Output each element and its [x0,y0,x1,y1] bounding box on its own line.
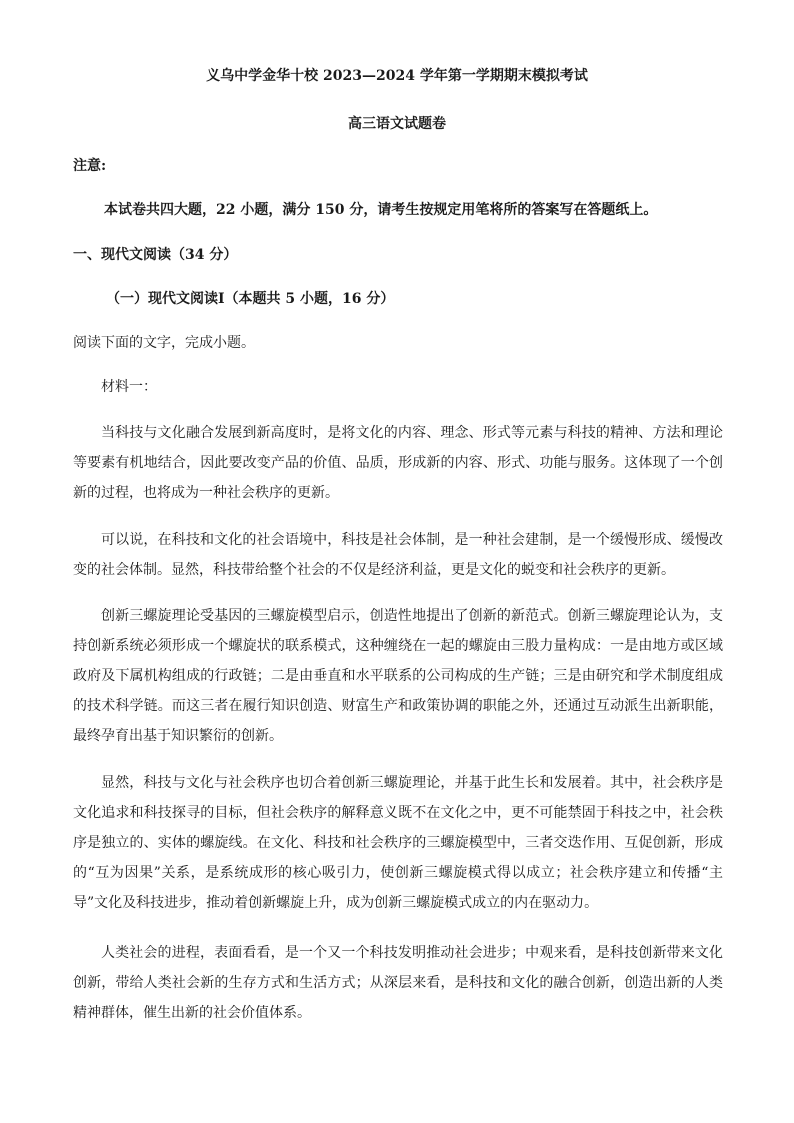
exam-subtitle: 高三语文试题卷 [348,116,446,132]
paragraph-2: 可以说，在科技和文化的社会语境中，科技是社会体制，是一种社会建制，是一个缓慢形成、缓慢改变的社会体制。显然，科技带给整个社会的不仅是经济利益，更是文化的蜕变和社会秩序的更新。 [73,532,723,578]
paragraph-3: 创新三螺旋理论受基因的三螺旋模型启示，创造性地提出了创新的新范式。创新三螺旋理论认为，支持创新系统必须形成一个螺旋状的联系模式，这种缠绕在一起的螺旋由三股力量构成：一是由地方或区域政府及下属机构组成的行政链；二是由垂直和水平联系的公司构成的生产链；三是由研究和学术制度组成的技术科学链。而这三者在履行知识创造、财富生产和政策协调的职能之外，还通过互动派生出新职能，最终孕育出基于知识繁衍的创新。 [73,608,723,744]
section-subheading: （一）现代文阅读Ⅰ（本题共 5 小题，16 分） [106,291,395,307]
reading-instruction: 阅读下面的文字，完成小题。 [73,335,255,351]
exam-title: 义乌中学金华十校 2023—2024 学年第一学期期末模拟考试 [206,68,588,84]
notice-label: 注意: [73,158,107,174]
paragraph-4: 显然，科技与文化与社会秩序也切合着创新三螺旋理论，并基于此生长和发展着。其中，社会秩序是文化追求和科技探寻的目标，但社会秩序的解释意义既不在文化之中，更不可能禁固于科技之中，社会秩序是独立的、实体的螺旋线。在文化、科技和社会秩序的三螺旋模型中，三者交迭作用、互促创新，形成的“互为因果”关系，是系统成形的核心吸引力，使创新三螺旋模式得以成立；社会秩序建立和传播“主导”文化及科技进步，推动着创新螺旋上升，成为创新三螺旋模式成立的内在驱动力。 [73,775,723,911]
paragraph-1: 当科技与文化融合发展到新高度时，是将文化的内容、理念、形式等元素与科技的精神、方法和理论等要素有机地结合，因此要改变产品的价值、品质，形成新的内容、形式、功能与服务。这体现了一个创新的过程，也将成为一种社会秩序的更新。 [73,425,723,501]
notice-text: 本试卷共四大题，22 小题，满分 150 分，请考生按规定用笔将所的答案写在答题纸上。 [104,202,658,218]
paragraph-5: 人类社会的进程，表面看看，是一个又一个科技发明推动社会进步；中观来看，是科技创新带来文化创新，带给人类社会新的生存方式和生活方式；从深层来看，是科技和文化的融合创新，创造出新的人类精神群体，催生出新的社会价值体系。 [73,945,723,1021]
material-label: 材料一： [101,379,157,395]
section-heading: 一、现代文阅读（34 分） [73,247,238,263]
